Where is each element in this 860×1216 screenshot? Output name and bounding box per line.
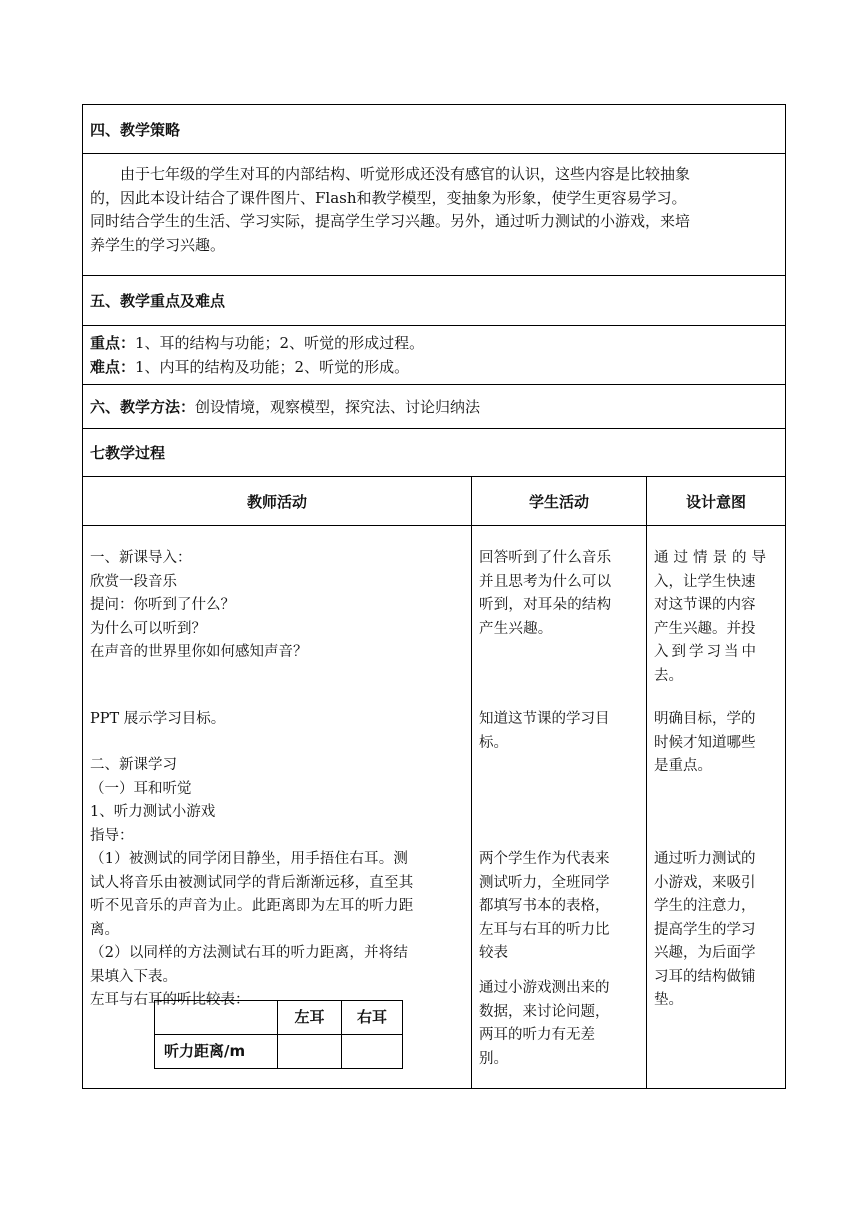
text-line: 二、新课学习 (90, 757, 177, 773)
text-line: 是重点。 (654, 758, 712, 774)
ear-table-right-ear: 右耳 (342, 1001, 403, 1035)
section-7-title: 七教学过程 (90, 444, 166, 462)
design-intent-cell (647, 526, 785, 1088)
teacher-activity-cell (83, 526, 472, 1088)
process-table-header (82, 477, 786, 526)
ear-table-left-value (278, 1035, 342, 1069)
text-line: 知道这节课的学习目 (479, 711, 610, 727)
text-line: 学生的注意力， (654, 898, 756, 914)
text-line: 入，让学生快速 (654, 573, 756, 590)
teacher-goal-block (90, 708, 464, 732)
text-line: （一）耳和听觉 (90, 780, 192, 797)
header-teacher-activity: 教师活动 (83, 477, 472, 525)
ear-table-left-ear: 左耳 (278, 1001, 342, 1035)
student-test-block (479, 848, 639, 966)
text-line: 入到学习当中 (654, 644, 759, 660)
process-table-body (82, 526, 786, 1089)
text-line: 欣赏一段音乐 (90, 573, 177, 590)
text-line: 左耳与右耳的听力比 (479, 921, 610, 938)
student-discuss-block (479, 977, 639, 1071)
text-line: 测试听力，全班同学 (479, 874, 610, 891)
text-line: 都填写书本的表格， (479, 898, 610, 914)
text-line: （1）被测试的同学闭目静坐，用手捂住右耳。测 (90, 851, 409, 867)
paragraph-line: 的，因此本设计结合了课件图片、Flash和教学模型，变抽象为形象，使学生更容易学习。 (90, 188, 687, 207)
section-4-paragraph (82, 154, 786, 276)
text-line: 果填入下表。 (90, 968, 177, 985)
text-line: 小游戏，来吸引 (654, 874, 756, 891)
text-line: 在声音的世界里你如何感知声音？ (90, 644, 308, 660)
section-5-heading (82, 276, 786, 326)
text-line: 习耳的结构做铺 (654, 968, 756, 985)
text-line: 标。 (479, 734, 508, 751)
paragraph-line: 由于七年级的学生对耳的内部结构、听觉形成还没有感官的认识，这些内容是比较抽象 (120, 165, 691, 183)
text-line: 两个学生作为代表来 (479, 851, 610, 867)
ear-hearing-table (154, 1000, 403, 1069)
text-line: 一、新课导入： (90, 550, 192, 566)
section-4-heading (82, 104, 786, 154)
intent-intro-block (654, 547, 778, 688)
difficult-points (90, 356, 778, 380)
section-5-content (82, 326, 786, 385)
text-line: 时候才知道哪些 (654, 734, 756, 751)
text-line: 通过小游戏测出来的 (479, 980, 610, 996)
text-line: 并且思考为什么可以 (479, 573, 612, 590)
text-line: 为什么可以听到？ (90, 620, 206, 637)
student-goal-block (479, 708, 639, 755)
text-line: 产生兴趣。并投 (654, 620, 756, 637)
text-line: 听到，对耳朵的结构 (479, 597, 612, 613)
section-6-label: 六、教学方法： (90, 398, 196, 416)
ear-table-corner (155, 1001, 278, 1035)
section-6-text: 创设情境，观察模型，探究法、讨论归纳法 (195, 398, 481, 416)
teacher-intro-block (90, 547, 464, 665)
text-line: （2）以同样的方法测试右耳的听力距离，并将结 (90, 945, 409, 961)
text-line: 通过听力测试的 (654, 851, 756, 867)
text-line: 产生兴趣。 (479, 620, 553, 637)
text-line: 数据，来讨论问题， (479, 1003, 610, 1020)
text-line: 垫。 (654, 992, 683, 1008)
text-line: 去。 (654, 667, 683, 684)
paragraph-line: 同时结合学生的生活、学习实际，提高学生学习兴趣。另外，通过听力测试的小游戏，来培 (90, 212, 691, 230)
ear-table-row-label: 听力距离/m (155, 1035, 278, 1069)
key-points-label: 重点： (90, 334, 136, 352)
text-line: 听不见音乐的声音为止。此距离即为左耳的听力距 (90, 898, 414, 914)
text-line: 指导： (90, 827, 134, 844)
text-line: 两耳的听力有无差 (479, 1027, 595, 1043)
section-6-row (82, 385, 786, 429)
intent-test-block (654, 848, 778, 1013)
difficult-points-text: 1、内耳的结构及功能；2、听觉的形成。 (135, 357, 410, 376)
text-line: 试人将音乐由被测试同学的背后渐渐远移，直至其 (90, 874, 414, 891)
text-line: PPT 展示学习目标。 (90, 711, 226, 727)
ear-table-right-value (342, 1035, 403, 1069)
text-line: 左耳与右耳的听比较表： (90, 992, 250, 1008)
header-design-intent: 设计意图 (685, 492, 746, 511)
text-line: 提高学生的学习 (654, 921, 756, 938)
key-points (90, 332, 778, 356)
student-activity-cell (472, 526, 647, 1088)
ear-table-header-row (155, 1001, 403, 1035)
section-4-title: 四、教学策略 (90, 120, 181, 139)
text-line: 提问：你听到了什么？ (90, 597, 235, 613)
text-line: 较表 (479, 945, 508, 961)
text-line: 离。 (90, 921, 119, 938)
section-7-heading (82, 429, 786, 477)
intent-goal-block (654, 708, 778, 779)
text-line: 1、听力测试小游戏 (90, 804, 216, 820)
header-student-activity: 学生活动 (472, 477, 647, 525)
section-5-title: 五、教学重点及难点 (90, 292, 226, 310)
text-line: 兴趣，为后面学 (654, 945, 756, 961)
text-line: 通过情景的导 (654, 550, 771, 566)
key-points-text: 1、耳的结构与功能；2、听觉的形成过程。 (135, 334, 425, 352)
difficult-points-label: 难点： (90, 357, 136, 376)
text-line: 对这节课的内容 (654, 597, 756, 613)
text-line: 别。 (479, 1050, 508, 1067)
lesson-plan-page (82, 104, 786, 1089)
text-line: 明确目标，学的 (654, 711, 756, 727)
ear-table-data-row (155, 1035, 403, 1069)
paragraph-line: 养学生的学习兴趣。 (90, 235, 226, 254)
text-line: 回答听到了什么音乐 (479, 550, 612, 566)
teacher-new-lesson-block (90, 754, 464, 1013)
student-intro-block (479, 547, 639, 641)
